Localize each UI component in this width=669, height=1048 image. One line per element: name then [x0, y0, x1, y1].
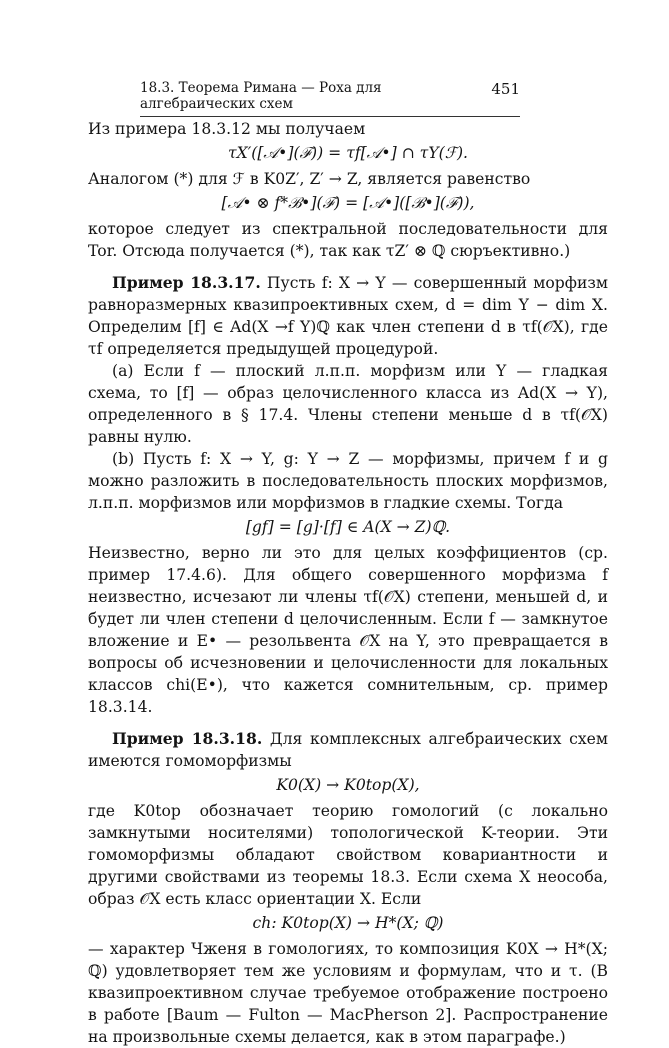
- paragraph-2: Аналогом (*) для ℱ в K0Z′, Z′ → Z, является равенство: [88, 170, 531, 188]
- running-header: [140, 80, 520, 117]
- example-17-text: Пусть f: X → Y — совершенный морфизм равноразмерных квазипроективных схем, d = dim Y − dim X. Определим [f] ∈ Ad(X →f Y)ℚ как член степени d в τf(𝒪X), где τf определяется предыдущей процедурой.: [88, 274, 608, 358]
- paragraph-3: которое следует из спектральной последовательности для Tor. Отсюда получается (*), так как τZ′ ⊗ ℚ сюръективно.): [88, 220, 608, 260]
- example-17-label: Пример 18.3.17.: [112, 273, 261, 292]
- formula-5: ch: K0top(X) → H*(X; ℚ): [252, 914, 444, 932]
- example-18-3-18: [88, 728, 608, 772]
- example-17-part-b: (b) Пусть f: X → Y, g: Y → Z — морфизмы, причем f и g можно разложить в последовательность плоских морфизмов, л.п.п. морфизмов или морфизмов в гладкие схемы. Тогда: [88, 450, 608, 512]
- example-17-part-a: (a) Если f — плоский л.п.п. морфизм или Y — гладкая схема, то [f] — образ целочисленного класса из Ad(X → Y), определенного в § 17.4. Члены степени меньше d в τf(𝒪X) равны нулю.: [88, 362, 608, 446]
- running-title: 18.3. Теорема Римана — Роха для алгебраических схем: [140, 80, 382, 112]
- page-number: 451: [491, 80, 520, 98]
- formula-1: τX′([𝒜•](ℱ)) = τf[𝒜•] ∩ τY(ℱ).: [227, 144, 468, 162]
- example-18-3-17: [88, 272, 608, 360]
- example-18-text: Для комплексных алгебраических схем имеются гомоморфизмы: [88, 730, 608, 770]
- paragraph-4: Неизвестно, верно ли это для целых коэффициентов (ср. пример 17.4.6). Для общего совершенного морфизма f неизвестно, исчезают ли члены τf(𝒪X) степени, меньшей d, и будет ли член степени d целочисленным. Если f — замкнутое вложение и E• — резольвента 𝒪X на Y, это превращается в вопросы об исчезновении и целочисленности для локальных классов chi(E•), что кажется сомнительным, ср. пример 18.3.14.: [88, 544, 608, 716]
- formula-2: [𝒜• ⊗ f*ℬ•](ℱ) = [𝒜•]([ℬ•](ℱ)),: [221, 194, 475, 212]
- paragraph-6: — характер Чженя в гомологиях, то композиция K0X → H*(X; ℚ) удовлетворяет тем же условиям и формулам, что и τ. (В квазипроективном случае требуемое отображение построено в работе [Baum — Fulton — MacPherson 2]. Распространение на произвольные схемы делается, как в этом параграфе.): [88, 940, 608, 1046]
- paragraph-1: Из примера 18.3.12 мы получаем: [88, 120, 366, 138]
- page-body: [88, 118, 608, 1048]
- example-18-label: Пример 18.3.18.: [112, 729, 263, 748]
- formula-3: [gf] = [g]·[f] ∈ A(X → Z)ℚ.: [245, 518, 451, 536]
- paragraph-5: где K0top обозначает теорию гомологий (с локально замкнутыми носителями) топологической K-теории. Эти гомоморфизмы обладают свойством ковариантности и другими свойствами из теоремы 18.3. Если схема X неособа, образ 𝒪X есть класс ориентации X. Если: [88, 802, 608, 908]
- formula-4: K0(X) → K0top(X),: [276, 776, 420, 794]
